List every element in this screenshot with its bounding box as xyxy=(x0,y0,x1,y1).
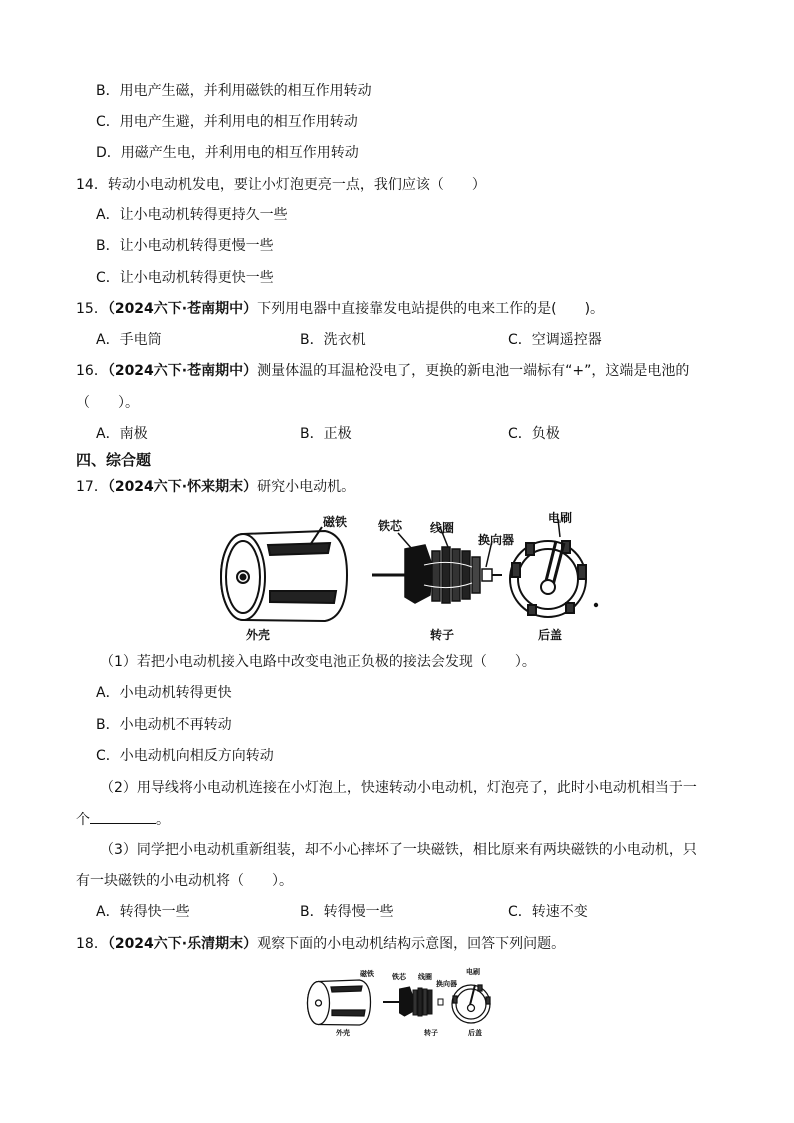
q13-option-b: B．用电产生磁，并利用磁铁的相互作用转动 xyxy=(96,83,372,99)
small-label-shell: 外壳 xyxy=(336,1029,350,1037)
label-core: 铁芯 xyxy=(378,519,403,533)
q14-option-c: C．让小电动机转得更快一些 xyxy=(96,270,274,286)
q17-part1-option-a: A．小电动机转得更快 xyxy=(96,685,232,701)
small-label-magnet: 磁铁 xyxy=(360,970,374,978)
q16-stem-line xyxy=(76,361,689,381)
motor-parts-diagram xyxy=(210,505,610,645)
q16-source: （2024六下·苍南期中） xyxy=(107,363,258,379)
q18-stem-line xyxy=(76,934,565,954)
q17-part1-stem: （1）若把小电动机接入电路中改变电池正负极的接法会发现（ ）。 xyxy=(100,654,536,670)
q13-option-d: D．用磁产生电，并利用电的相互作用转动 xyxy=(96,145,359,161)
q16-number: 16． xyxy=(76,363,108,379)
q15-option-c: C．空调遥控器 xyxy=(508,332,602,348)
q15-stem: 下列用电器中直接靠发电站提供的电来工作的是( )。 xyxy=(257,301,605,317)
q15-option-b: B．洗衣机 xyxy=(300,332,366,348)
label-cover: 后盖 xyxy=(538,628,563,642)
q16-option-c: C．负极 xyxy=(508,426,560,442)
q18-motor-figure xyxy=(302,966,502,1038)
q17-part2-end: 。 xyxy=(156,812,170,828)
small-label-cover: 后盖 xyxy=(468,1029,482,1037)
label-shell: 外壳 xyxy=(246,628,271,642)
q17-source: （2024六下·怀来期末） xyxy=(107,479,258,495)
small-label-rotor: 转子 xyxy=(424,1029,438,1037)
label-magnet: 磁铁 xyxy=(323,515,348,529)
cover-drawing xyxy=(510,519,597,617)
q17-part2-stem-cont xyxy=(76,809,170,830)
q17-number: 17． xyxy=(76,479,108,495)
q17-part2-stem: （2）用导线将小电动机连接在小灯泡上，快速转动小电动机，灯泡亮了，此时小电动机相当于一 xyxy=(100,780,697,796)
q14-option-b: B．让小电动机转得更慢一些 xyxy=(96,238,274,254)
q18-source: （2024六下·乐清期末） xyxy=(107,936,258,952)
q18-stem: 观察下面的小电动机结构示意图，回答下列问题。 xyxy=(257,936,566,952)
small-label-coil: 线圈 xyxy=(418,973,432,981)
q17-part3-option-a: A．转得快一些 xyxy=(96,904,190,920)
small-label-commutator: 换向器 xyxy=(436,980,457,988)
q13-option-c: C．用电产生避，并利用电的相互作用转动 xyxy=(96,114,358,130)
q14-option-a: A．让小电动机转得更持久一些 xyxy=(96,207,288,223)
q16-option-a: A．南极 xyxy=(96,426,148,442)
label-brush: 电刷 xyxy=(548,511,573,525)
q17-part3-stem: （3）同学把小电动机重新组装，却不小心摔坏了一块磁铁，相比原来有两块磁铁的小电动机，只 xyxy=(100,842,697,858)
q17-stem-line xyxy=(76,477,355,497)
q15-source: （2024六下·苍南期中） xyxy=(107,301,258,317)
q16-stem: 测量体温的耳温枪没电了，更换的新电池一端标有“+”，这端是电池的 xyxy=(257,363,690,379)
q18-number: 18． xyxy=(76,936,108,952)
q16-option-b: B．正极 xyxy=(300,426,352,442)
q16-stem-cont: （ ）。 xyxy=(76,395,139,411)
q17-motor-figure xyxy=(210,505,610,645)
q17-part1-option-b: B．小电动机不再转动 xyxy=(96,717,232,733)
section-heading: 四、综合题 xyxy=(76,451,152,469)
q15-number: 15． xyxy=(76,301,108,317)
q17-stem: 研究小电动机。 xyxy=(257,479,356,495)
label-commutator: 换向器 xyxy=(478,533,515,547)
q17-part2-answer-blank[interactable] xyxy=(90,809,156,824)
shell-drawing xyxy=(221,527,347,621)
q15-stem-line xyxy=(76,299,604,319)
label-rotor: 转子 xyxy=(430,628,455,642)
q14-stem: 14．转动小电动机发电，要让小灯泡更亮一点，我们应该（ ） xyxy=(76,177,486,193)
small-label-brush: 电刷 xyxy=(466,968,480,976)
q17-part3-stem-cont: 有一块磁铁的小电动机将（ ）。 xyxy=(76,873,293,889)
q15-option-a: A．手电筒 xyxy=(96,332,162,348)
q17-part3-option-b: B．转得慢一些 xyxy=(300,904,394,920)
small-label-core: 铁芯 xyxy=(392,973,406,981)
q17-part1-option-c: C．小电动机向相反方向转动 xyxy=(96,748,274,764)
q17-part2-cont-text: 个 xyxy=(76,812,90,828)
label-coil: 线圈 xyxy=(430,521,455,535)
q17-part3-option-c: C．转速不变 xyxy=(508,904,588,920)
